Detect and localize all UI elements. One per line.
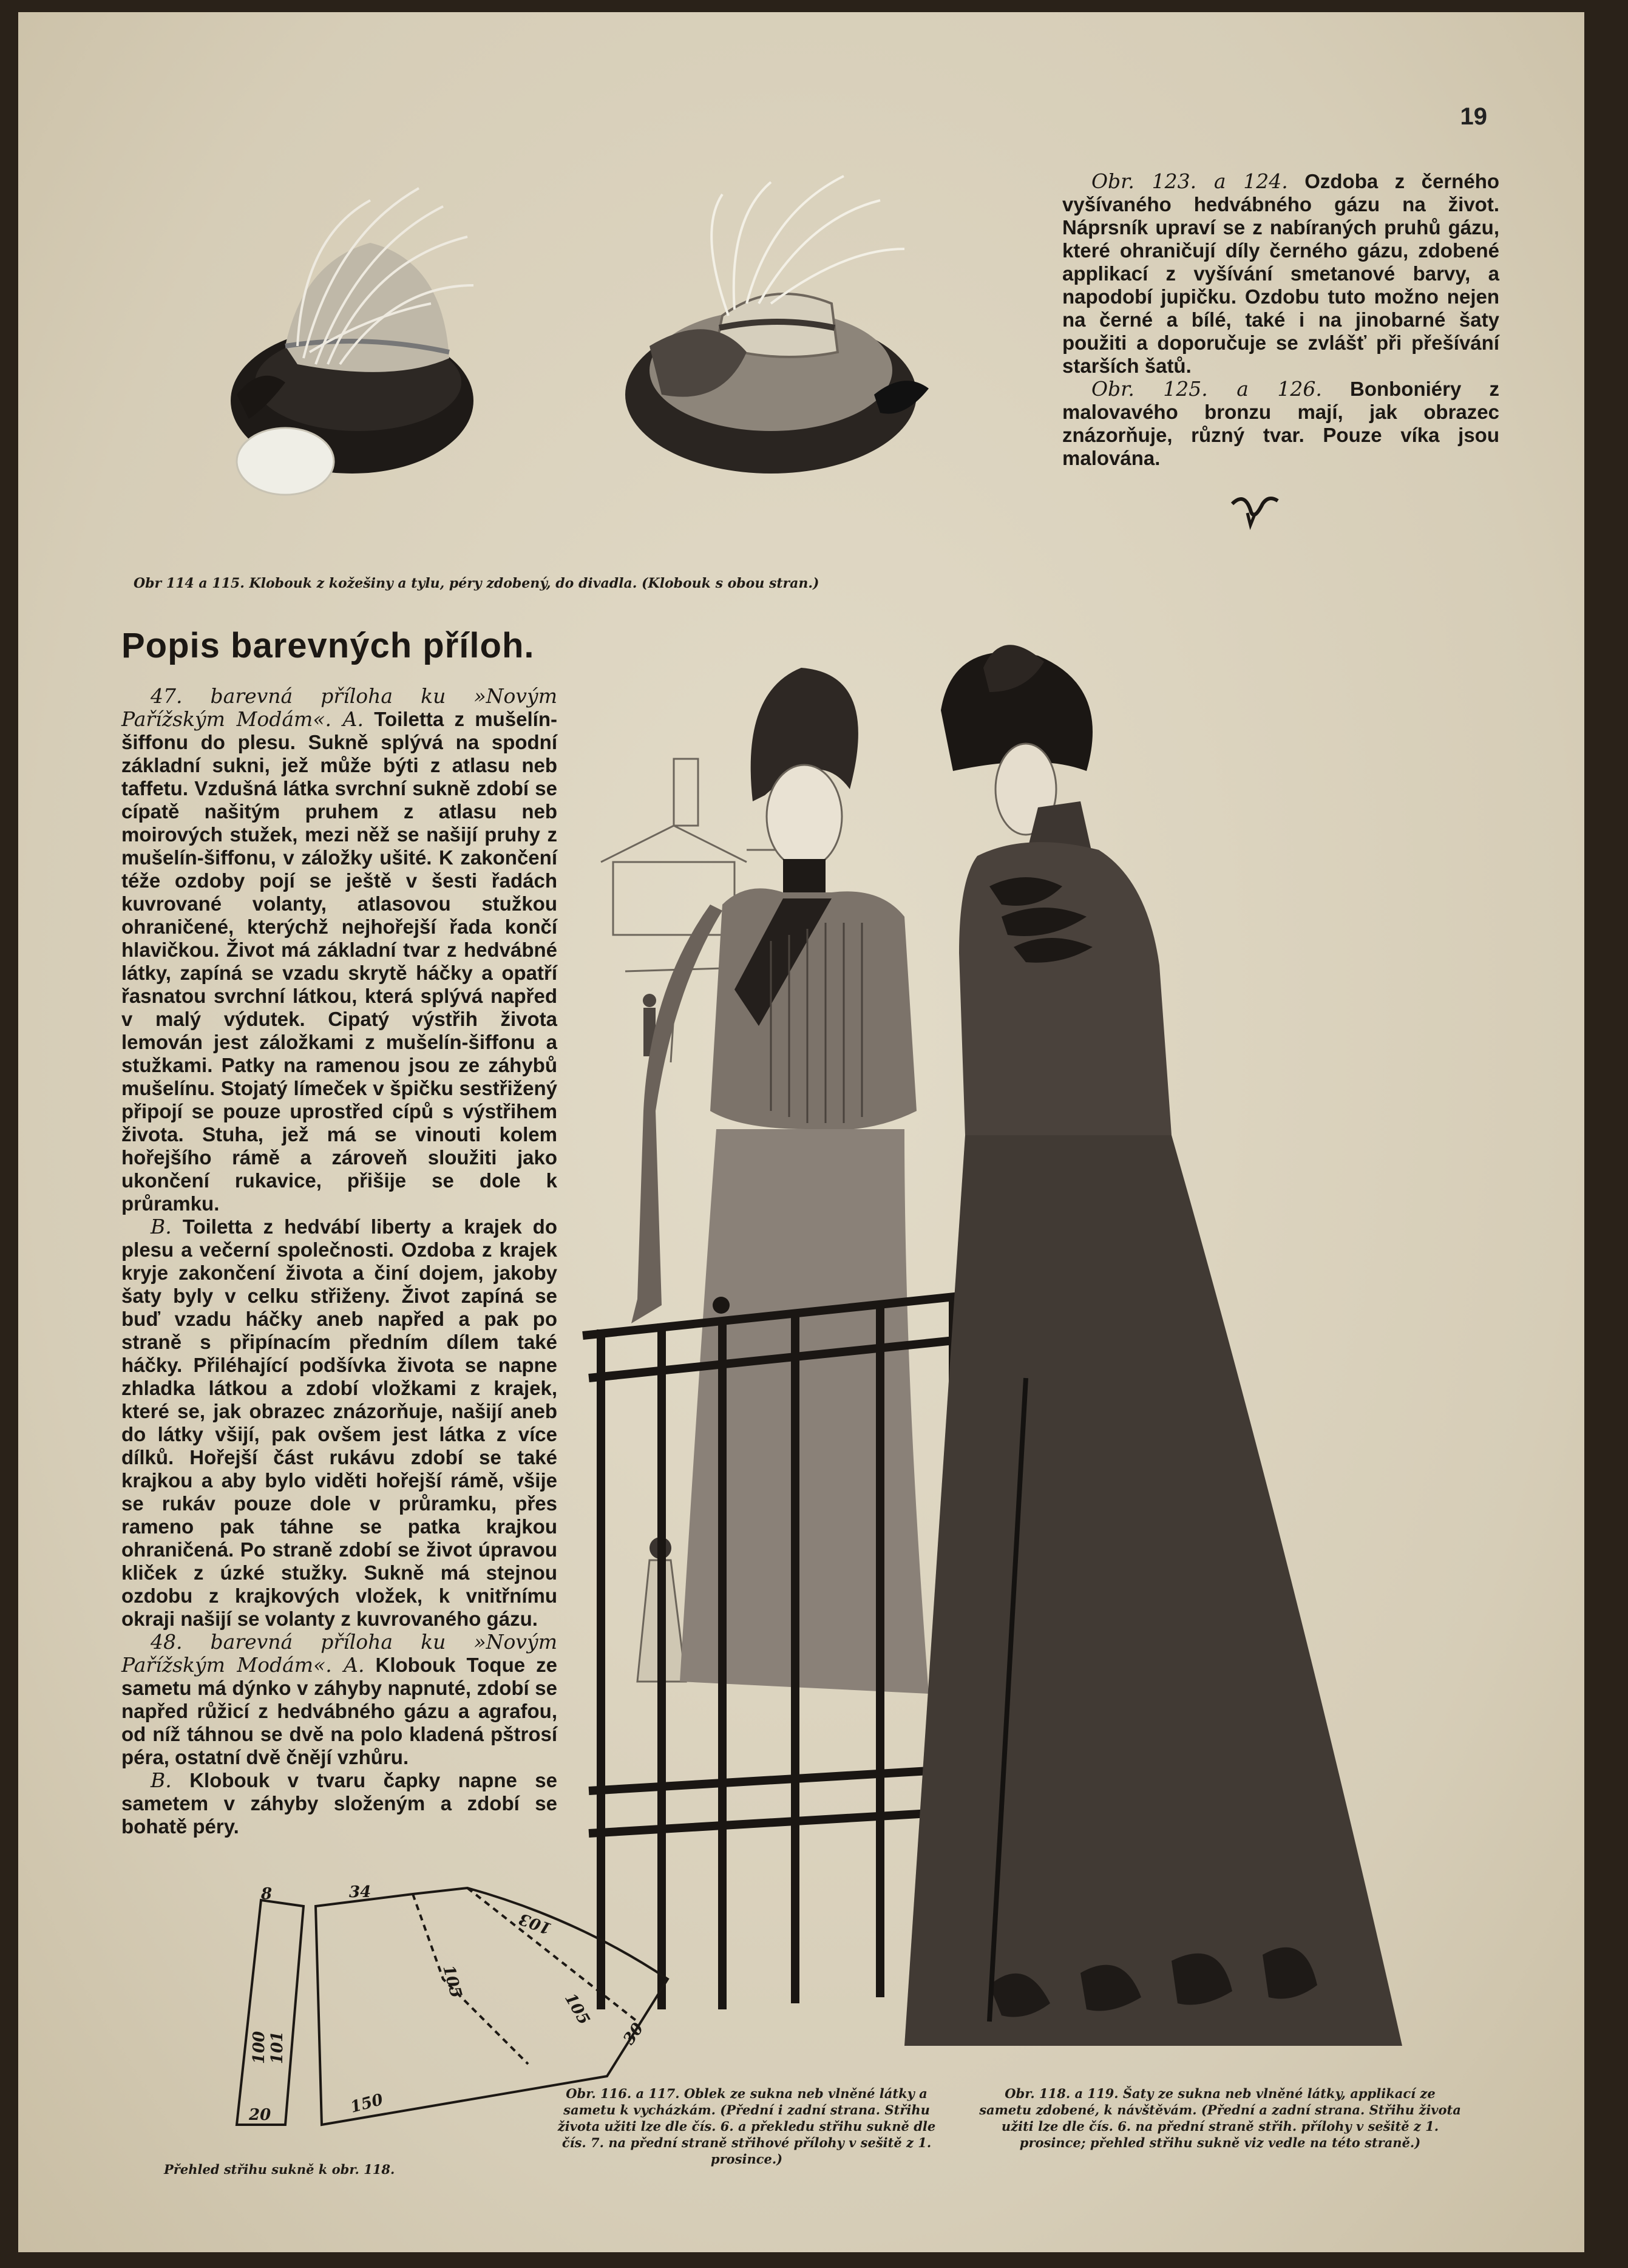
fashion-illustration (565, 650, 1475, 2094)
caption-obr-118: Obr. 118. a 119. Šaty ze sukna neb vlněné látky, applikací ze sametu zdobené, k návštěvám. (Přední a zadní strana. Střihu života užiti lze dle čís. 6. na přední straně střih. přílohy v sešitě z 1. prosince; přehled střihu sukně viz vedle na této straně.) (979, 2086, 1461, 2150)
hats-illustration (212, 164, 1002, 565)
hat-right (625, 176, 929, 474)
ornament-icon (1226, 492, 1281, 528)
hat-left (231, 188, 473, 495)
magazine-page (18, 12, 1584, 2252)
hats-caption: Obr 114 a 115. Klobouk z kožešiny a tylu, péry zdobený, do divadla. (Klobouk s obou stran.) (134, 575, 819, 591)
ref-priloha-47: 47. barevná příloha ku »Novým Pařížským Modám«. A. (121, 684, 557, 731)
para-toiletta-b: Toiletta z hedvábí liberty a krajek do plesu a večerní společnosti. Ozdoba z krajek kryje zakončení života a činí dojem, jakoby šaty byly v celku střiženy. Život zapíná se buď vzadu háčky aneb napřed a pak po straně s připínacím předním dílem také háčky. Přiléhající podšívka života se napne zhladka látkou a zdobí vložkami z krajek, které se, jak obrazec znázorňuje, našijí aneb do látky všijí, pak ovšem jest látka z více dílků. Hořejší část rukávu zdobí se také krajkou a aby bylo viděti hořejší rámě, všije se rukáv pouze dole v průramku, přes rameno pak táhne se patka krajkou ohraničená. Po straně zdobí se život úpravou kliček z úzké stužky. Sukně má stejnou ozdobu z krajkových vložek, k vnitřnímu okraji našijí se volanty z kuvrovaného gázu. (121, 1215, 557, 1630)
ref-b2: B. (151, 1768, 172, 1792)
pattern-label-105b: 105 (560, 1990, 594, 2028)
para-bonboniery: Bonboniéry z malovavého bronzu mají, jak obrazec znázorňuje, různý tvar. Pouze víka jsou malována. (1062, 378, 1499, 469)
main-heading: Popis barevných příloh. (121, 626, 535, 665)
pattern-label-101: 101 (268, 2031, 287, 2064)
pattern-label-8: 8 (261, 1885, 273, 1903)
ref-b1: B. (151, 1215, 172, 1238)
pattern-caption: Přehled střihu sukně k obr. 118. (164, 2162, 395, 2177)
caption-obr-116: Obr. 116. a 117. Oblek ze sukna neb vlněné látky a sametu k vycházkám. (Přední i zadní strana. Střihu života užiti lze dle čís. 6. a překledu střihu sukně dle čís. 7. na přední straně střihové přílohy v sešitě z 1. prosince.) (557, 2086, 936, 2167)
left-column-text (121, 685, 557, 1838)
page-number: 19 (1460, 103, 1487, 130)
pattern-label-30: 30 (620, 2020, 648, 2049)
top-right-text (1062, 170, 1499, 470)
pattern-label-20: 20 (249, 2106, 271, 2124)
pattern-label-34: 34 (349, 1883, 371, 1901)
para-ozdoba: Ozdoba z černého vyšívaného hedvábného gázu na život. Náprsník upraví se z nabíraných pruhů gázu, které ohraničují díly černého gázu, zdobené applikací z vyšívání smetanové barvy, a napodobí jupičku. Ozdobu tuto možno nejen na černé a bílé, také i na jinobarné šaty použiti a doporučuje se zvlášť při přešívání starších šatů. (1062, 170, 1500, 377)
para-klobouk-a: Klobouk Toque ze sametu má dýnko v záhyby napnuté, zdobí se napřed růžicí z hedvábného gázu a agrafou, od níž táhnou se dvě na polo kladená pštrosí péra, ostatní dvě čnějí vzhůru. (121, 1654, 557, 1768)
ref-obr-125: Obr. 125. a 126. (1091, 377, 1322, 401)
pattern-label-100: 100 (250, 2031, 268, 2064)
pattern-label-103: 103 (517, 1909, 554, 1938)
para-klobouk-b: Klobouk v tvaru čapky napne se sametem v záhyby složeným a zdobí se bohatě péry. (121, 1769, 557, 1838)
para-toiletta-a: Toiletta z mušelín-šiffonu do plesu. Sukně splývá na spodní základní sukni, jež může býti z atlasu neb taffetu. Vzdušná látka svrchní sukně zdobí se cípatě našitým pruhem z atlasu neb moirových stužek, mezi něž se našijí pruhy z mušelín-šiffonu, v záložky ušité. K zakončení téže ozdoby pojí se ještě v šesti řadách kuvrované volanty, atlasovou stužkou ohraničené, kterýchž nejhořejší řada končí hlavičkou. Život má základní tvar z hedvábné látky, zapíná se vzadu skrytě háčky a opatří řasnatou svrchní látkou, která splývá napřed v malý výdutek. Cipatý výstřih života lemován jest záložkami z mušelín-šiffonu a stužkami. Patky na ramenou jsou ze záhybů mušelínu. Stojatý límeček v špičku sestřižený připojí se pouze uprostřed cípů s výstřihem života. Stuha, jež má se vinouti kolem hořejšího rámě a zároveň sloužiti jako ukončení rukavice, přišije se dole k průramku. (121, 708, 557, 1215)
woman-right (904, 645, 1402, 2046)
ref-priloha-48: 48. barevná příloha ku »Novým Pařížským Modám«. A. (121, 1630, 557, 1677)
pattern-label-150: 150 (348, 2090, 385, 2117)
ref-obr-123: Obr. 123. a 124. (1091, 169, 1288, 193)
pattern-label-105a: 105 (439, 1963, 466, 2000)
